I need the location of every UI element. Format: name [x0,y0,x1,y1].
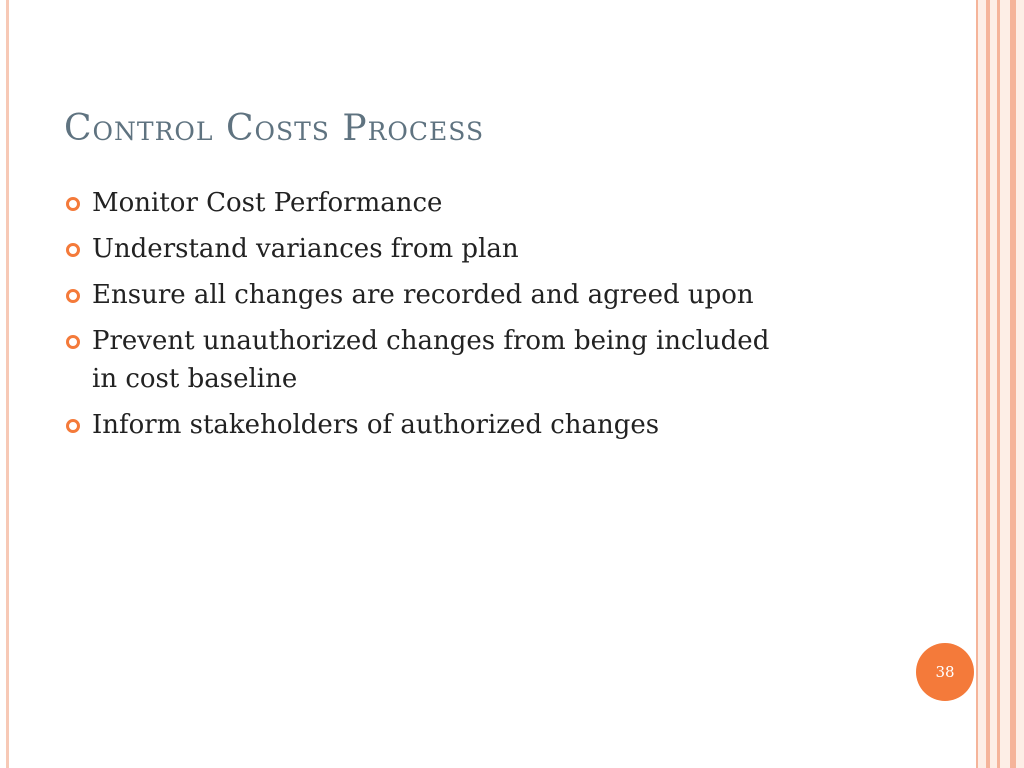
right-decorative-band [976,0,1024,768]
circle-bullet-icon [66,289,80,303]
circle-bullet-icon [66,419,80,433]
page-number-badge [916,643,974,701]
right-decorative-line [976,0,978,768]
right-decorative-line [986,0,990,768]
right-decorative-line [997,0,1000,768]
bullet-text: Understand variances from plan [92,234,519,264]
bullet-text: Monitor Cost Performance [92,188,443,218]
right-decorative-line [1010,0,1016,768]
circle-bullet-icon [66,243,80,257]
bullet-item [64,322,782,398]
bullet-item [64,406,944,444]
bullet-text: Inform stakeholders of authorized changes [92,410,660,440]
bullet-item [64,230,944,268]
bullet-text: Ensure all changes are recorded and agreed upon [92,280,754,310]
bullet-item [64,276,944,314]
bullet-item [64,184,944,222]
bullet-list [64,184,944,452]
bullet-text: Prevent unauthorized changes from being included in cost baseline [92,326,770,394]
page-number: 38 [935,663,955,681]
circle-bullet-icon [66,335,80,349]
slide-title: Control Costs Process [64,108,485,149]
left-decorative-stripe [6,0,9,768]
circle-bullet-icon [66,197,80,211]
